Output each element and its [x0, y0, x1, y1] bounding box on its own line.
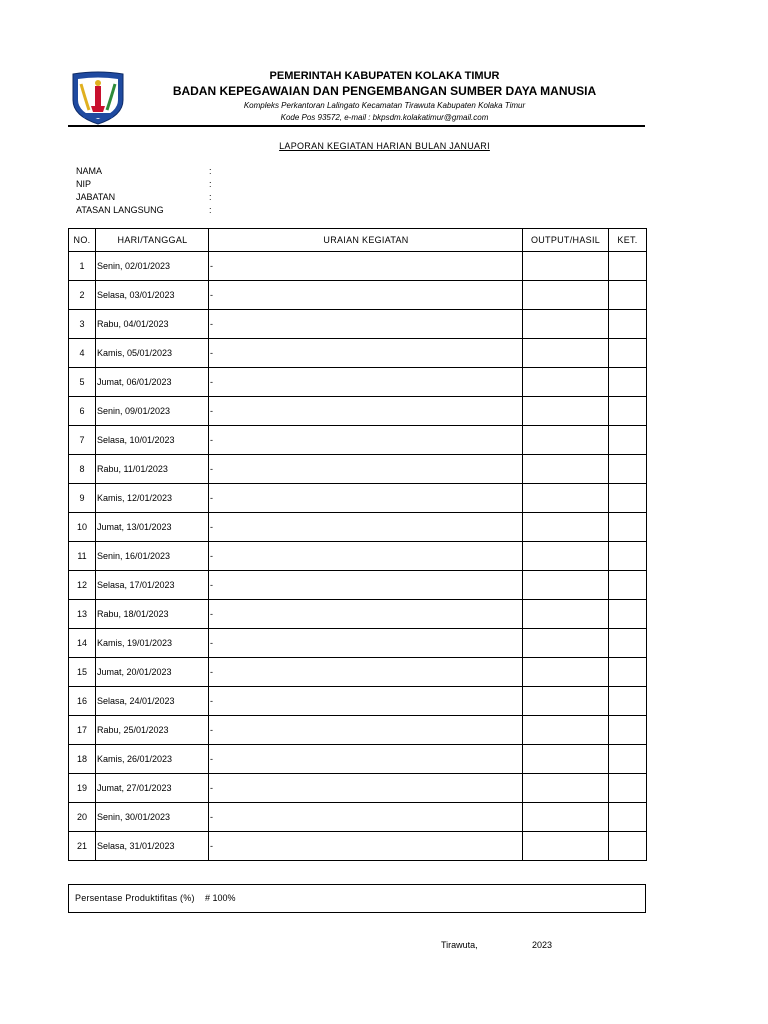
row-activity: - [209, 774, 523, 803]
table-row [69, 832, 647, 861]
table-row [69, 629, 647, 658]
column-header-activity: URAIAN KEGIATAN [209, 229, 523, 252]
row-date: Selasa, 10/01/2023 [96, 426, 209, 455]
row-number: 19 [69, 774, 96, 803]
row-notes [609, 803, 647, 832]
productivity-value: # 100% [205, 893, 236, 903]
row-output [523, 397, 609, 426]
table-row [69, 803, 647, 832]
table-row [69, 368, 647, 397]
row-activity: - [209, 513, 523, 542]
identity-separator: : [209, 166, 212, 176]
row-date: Senin, 30/01/2023 [96, 803, 209, 832]
row-date: Kamis, 05/01/2023 [96, 339, 209, 368]
identity-separator: : [209, 192, 212, 202]
row-date: Rabu, 04/01/2023 [96, 310, 209, 339]
table-row [69, 542, 647, 571]
row-number: 21 [69, 832, 96, 861]
row-date: Jumat, 06/01/2023 [96, 368, 209, 397]
row-notes [609, 368, 647, 397]
row-date: Kamis, 26/01/2023 [96, 745, 209, 774]
header-address: Kompleks Perkantoran Lalingato Kecamatan Tirawuta Kabupaten Kolaka Timur [243, 101, 526, 110]
row-notes [609, 455, 647, 484]
table-row [69, 310, 647, 339]
table-row [69, 571, 647, 600]
productivity-label: Persentase Produktifitas (%) [75, 893, 195, 903]
row-output [523, 629, 609, 658]
identity-label: NAMA [76, 166, 103, 176]
identity-label: ATASAN LANGSUNG [76, 205, 164, 215]
table-header-row [69, 229, 647, 252]
row-date: Senin, 16/01/2023 [96, 542, 209, 571]
identity-separator: : [209, 179, 212, 189]
row-notes [609, 571, 647, 600]
row-notes [609, 716, 647, 745]
table-row [69, 252, 647, 281]
table-row [69, 745, 647, 774]
table-body [69, 252, 647, 861]
row-number: 16 [69, 687, 96, 716]
row-date: Selasa, 31/01/2023 [96, 832, 209, 861]
table-row [69, 426, 647, 455]
row-notes [609, 629, 647, 658]
row-notes [609, 658, 647, 687]
row-notes [609, 542, 647, 571]
identity-label: NIP [76, 179, 92, 189]
row-number: 6 [69, 397, 96, 426]
row-activity: - [209, 658, 523, 687]
row-activity: - [209, 252, 523, 281]
row-activity: - [209, 426, 523, 455]
column-header-notes: KET. [609, 229, 647, 252]
row-output [523, 426, 609, 455]
identity-separator: : [209, 205, 212, 215]
header-contact: Kode Pos 93572, e-mail : bkpsdm.kolakatimur@gmail.com [280, 113, 489, 122]
row-output [523, 716, 609, 745]
row-activity: - [209, 803, 523, 832]
row-date: Senin, 09/01/2023 [96, 397, 209, 426]
table-row [69, 484, 647, 513]
table-row [69, 513, 647, 542]
row-activity: - [209, 745, 523, 774]
row-date: Kamis, 12/01/2023 [96, 484, 209, 513]
row-notes [609, 687, 647, 716]
row-number: 3 [69, 310, 96, 339]
row-output [523, 310, 609, 339]
row-activity: - [209, 687, 523, 716]
row-notes [609, 832, 647, 861]
table-row [69, 281, 647, 310]
row-date: Rabu, 18/01/2023 [96, 600, 209, 629]
identity-row-atasan [76, 204, 226, 217]
signature-year: 2023 [532, 940, 553, 950]
table-row [69, 774, 647, 803]
column-header-date: HARI/TANGGAL [96, 229, 209, 252]
kabupaten-emblem-logo [69, 70, 127, 126]
activity-table [68, 228, 647, 861]
row-output [523, 368, 609, 397]
table-row [69, 658, 647, 687]
row-date: Senin, 02/01/2023 [96, 252, 209, 281]
row-notes [609, 513, 647, 542]
row-activity: - [209, 339, 523, 368]
row-date: Jumat, 13/01/2023 [96, 513, 209, 542]
row-number: 2 [69, 281, 96, 310]
row-number: 11 [69, 542, 96, 571]
row-output [523, 455, 609, 484]
row-date: Kamis, 19/01/2023 [96, 629, 209, 658]
report-title: LAPORAN KEGIATAN HARIAN BULAN JANUARI [279, 141, 490, 151]
row-activity: - [209, 716, 523, 745]
row-number: 1 [69, 252, 96, 281]
identity-block [76, 165, 226, 217]
row-number: 15 [69, 658, 96, 687]
row-activity: - [209, 832, 523, 861]
row-activity: - [209, 600, 523, 629]
row-notes [609, 397, 647, 426]
row-output [523, 339, 609, 368]
row-number: 18 [69, 745, 96, 774]
column-header-output: OUTPUT/HASIL [523, 229, 609, 252]
row-activity: - [209, 281, 523, 310]
table-row [69, 339, 647, 368]
row-date: Selasa, 24/01/2023 [96, 687, 209, 716]
table-row [69, 687, 647, 716]
header-divider [68, 125, 645, 127]
row-notes [609, 310, 647, 339]
row-output [523, 803, 609, 832]
row-date: Rabu, 11/01/2023 [96, 455, 209, 484]
row-date: Jumat, 20/01/2023 [96, 658, 209, 687]
row-number: 5 [69, 368, 96, 397]
row-activity: - [209, 310, 523, 339]
identity-row-nip [76, 178, 226, 191]
row-activity: - [209, 368, 523, 397]
row-notes [609, 339, 647, 368]
table-row [69, 455, 647, 484]
row-notes [609, 426, 647, 455]
row-activity: - [209, 629, 523, 658]
row-output [523, 600, 609, 629]
identity-row-nama [76, 165, 226, 178]
row-notes [609, 774, 647, 803]
row-output [523, 571, 609, 600]
row-activity: - [209, 397, 523, 426]
row-notes [609, 745, 647, 774]
row-date: Selasa, 03/01/2023 [96, 281, 209, 310]
row-number: 4 [69, 339, 96, 368]
row-output [523, 252, 609, 281]
row-activity: - [209, 542, 523, 571]
row-number: 9 [69, 484, 96, 513]
column-header-no: NO. [69, 229, 96, 252]
row-number: 20 [69, 803, 96, 832]
row-output [523, 513, 609, 542]
signature-place: Tirawuta, [441, 940, 478, 950]
row-date: Selasa, 17/01/2023 [96, 571, 209, 600]
row-number: 17 [69, 716, 96, 745]
row-output [523, 774, 609, 803]
row-output [523, 542, 609, 571]
row-number: 13 [69, 600, 96, 629]
row-output [523, 281, 609, 310]
row-number: 7 [69, 426, 96, 455]
identity-label: JABATAN [76, 192, 116, 202]
row-output [523, 745, 609, 774]
table-row [69, 397, 647, 426]
row-number: 8 [69, 455, 96, 484]
row-notes [609, 252, 647, 281]
row-date: Rabu, 25/01/2023 [96, 716, 209, 745]
row-activity: - [209, 455, 523, 484]
row-output [523, 832, 609, 861]
row-output [523, 658, 609, 687]
header-government-name: PEMERINTAH KABUPATEN KOLAKA TIMUR [269, 70, 500, 82]
row-activity: - [209, 571, 523, 600]
row-output [523, 687, 609, 716]
row-notes [609, 600, 647, 629]
row-output [523, 484, 609, 513]
header-agency-name: BADAN KEPEGAWAIAN DAN PENGEMBANGAN SUMBER DAYA MANUSIA [172, 84, 597, 98]
row-notes [609, 484, 647, 513]
row-activity: - [209, 484, 523, 513]
table-row [69, 716, 647, 745]
row-date: Jumat, 27/01/2023 [96, 774, 209, 803]
identity-row-jabatan [76, 191, 226, 204]
table-row [69, 600, 647, 629]
row-number: 10 [69, 513, 96, 542]
row-notes [609, 281, 647, 310]
row-number: 12 [69, 571, 96, 600]
row-number: 14 [69, 629, 96, 658]
productivity-box [68, 884, 646, 913]
